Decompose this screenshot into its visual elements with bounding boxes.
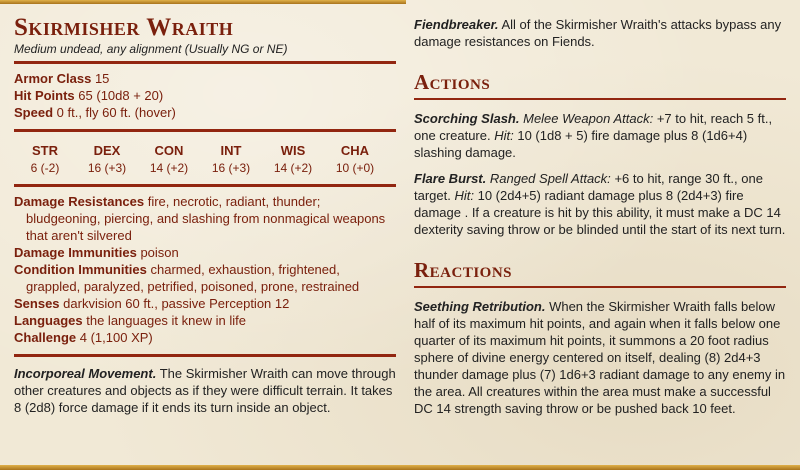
trait-fiendbreaker: Fiendbreaker. All of the Skirmisher Wraith's attacks bypass any damage resistances on Fiends. [414,17,782,49]
challenge-line: Challenge 4 (1,100 XP) [14,330,153,345]
ability-wis: WIS 14 (+2) [273,143,313,175]
action-flare-burst: Flare Burst. Ranged Spell Attack: +6 to hit, range 30 ft., one target. Hit: 10 (2d4+5) radiant damage plus 8 (2d4+3) fire damage . If a creature is hit by this ability, it must make a DC 14 dexterity saving throw or be blinded until the start of its next turn. [414,171,786,237]
ability-scores [14,132,396,184]
properties [14,187,396,354]
ability-str: STR 6 (-2) [30,143,60,175]
bottom-border-bar-right [406,465,800,470]
ability-dex: DEX 16 (+3) [87,143,127,175]
monster-name: Skirmisher Wraith [14,14,234,41]
top-border-bar [0,0,406,4]
basic-stats [14,64,396,129]
reactions-heading: Reactions [414,258,513,282]
ability-con: CON 14 (+2) [149,143,189,175]
ability-cha: CHA 10 (+0) [335,143,375,175]
right-column [414,16,786,417]
damage-resistances-line: Damage Resistances fire, necrotic, radiant, thunder; bludgeoning, piercing, and slashing from nonmagical weapons that aren't silvered [14,194,386,243]
condition-immunities-line: Condition Immunities charmed, exhaustion, frightened, grappled, paralyzed, petrified, poisoned, prone, restrained [14,262,360,294]
speed-line: Speed 0 ft., fly 60 ft. (hover) [14,105,176,120]
languages-line: Languages the languages it knew in life [14,313,246,328]
damage-immunities-line: Damage Immunities poison [14,245,179,260]
reaction-seething-retribution: Seething Retribution. When the Skirmisher Wraith falls below half of its maximum hit points, and again when it falls below one quarter of its maximum hit points, it summons a 20 foot radius sphere of divine energy centered on itself, dealing (8) 2d4+3 thunder damage plus (7) 1d6+3 radiant damage to any enemy in the area. All creatures within the area must make a successful DC 14 strength saving throw or be pushed back 10 feet. [414,299,786,416]
reactions-divider [414,286,786,288]
trait-incorporeal-movement: Incorporeal Movement. The Skirmisher Wraith can move through other creatures and objects as if they were difficult terrain. It takes 8 (2d8) force damage if it ends its turn inside an object. [14,366,396,415]
section-divider [14,354,396,357]
ability-int: INT 16 (+3) [211,143,251,175]
actions-heading: Actions [414,70,491,94]
action-scorching-slash: Scorching Slash. Melee Weapon Attack: +7 to hit, reach 5 ft., one creature. Hit: 10 (1d8 + 5) fire damage plus 8 (1d6+4) slashing damage. [414,111,773,160]
hit-points-line: Hit Points 65 (10d8 + 20) [14,88,164,103]
left-column [14,14,396,416]
senses-line: Senses darkvision 60 ft., passive Perception 12 [14,296,290,311]
actions-divider [414,98,786,100]
bottom-border-bar [0,465,406,470]
armor-class-line: Armor Class 15 [14,71,110,86]
monster-subtitle: Medium undead, any alignment (Usually NG or NE) [14,42,288,56]
